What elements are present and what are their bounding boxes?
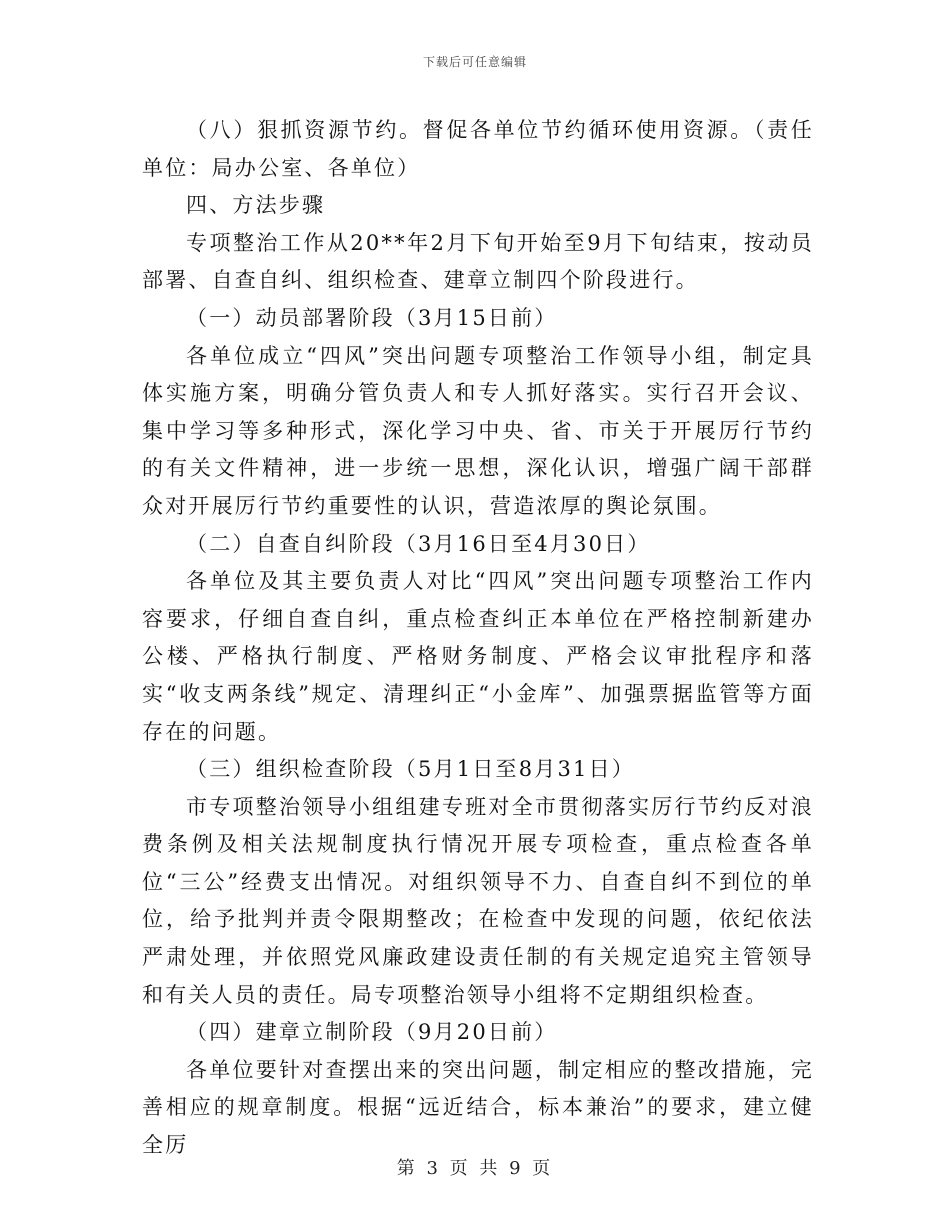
paragraph-resource-saving: （八）狠抓资源节约。督促各单位节约循环使用资源。（责任单位：局办公室、各单位） bbox=[142, 118, 814, 180]
paragraph-stage-3: 市专项整治领导小组组建专班对全市贯彻落实厉行节约反对浪费条例及相关法规制度执行情况开展专项检查，重点检查各单位“三公”经费支出情况。对组织领导不力、自查自纠不到位的单位，给予批判并责令限期整改；在检查中发现的问题，依纪依法严肃处理，并依照党风廉政建设责任制的有关规定追究主管领导和有关人员的责任。局专项整治领导小组将不定期组织检查。 bbox=[142, 794, 814, 1007]
document-body bbox=[142, 112, 814, 1165]
paragraph-stage-4: 各单位要针对查摆出来的突出问题，制定相应的整改措施，完善相应的规章制度。根据“远近结合，标本兼治”的要求，建立健全厉 bbox=[142, 1057, 814, 1158]
page-number: 第 3 页 共 9 页 bbox=[396, 1158, 554, 1179]
section-heading-methods: 四、方法步骤 bbox=[186, 193, 326, 218]
subheading-stage-3: （三）组织检查阶段（5月1日至8月31日） bbox=[186, 757, 636, 782]
paragraph-stage-1: 各单位成立“四风”突出问题专项整治工作领导小组，制定具体实施方案，明确分管负责人和专人抓好落实。实行召开会议、集中学习等多种形式，深化学习中央、省、市关于开展厉行节约的有关文件精神，进一步统一思想，深化认识，增强广阔干部群众对开展厉行节约重要性的认识，营造浓厚的舆论氛围。 bbox=[142, 343, 814, 518]
paragraph-schedule: 专项整治工作从20**年2月下旬开始至9月下旬结束，按动员部署、自查自纠、组织检查、建章立制四个阶段进行。 bbox=[142, 230, 814, 293]
subheading-stage-2: （二）自查自纠阶段（3月16日至4月30日） bbox=[186, 531, 651, 556]
subheading-stage-4: （四）建章立制阶段（9月20日前） bbox=[186, 1020, 558, 1045]
subheading-stage-1: （一）动员部署阶段（3月15日前） bbox=[186, 305, 558, 330]
page-header: 下载后可任意编辑 bbox=[422, 55, 527, 69]
paragraph-stage-2: 各单位及其主要负责人对比“四风”突出问题专项整治工作内容要求，仔细自查自纠，重点检查纠正本单位在严格控制新建办公楼、严格执行制度、严格财务制度、严格会议审批程序和落实“收支两条线”规定、清理纠正“小金库”、加强票据监管等方面存在的问题。 bbox=[142, 569, 814, 744]
